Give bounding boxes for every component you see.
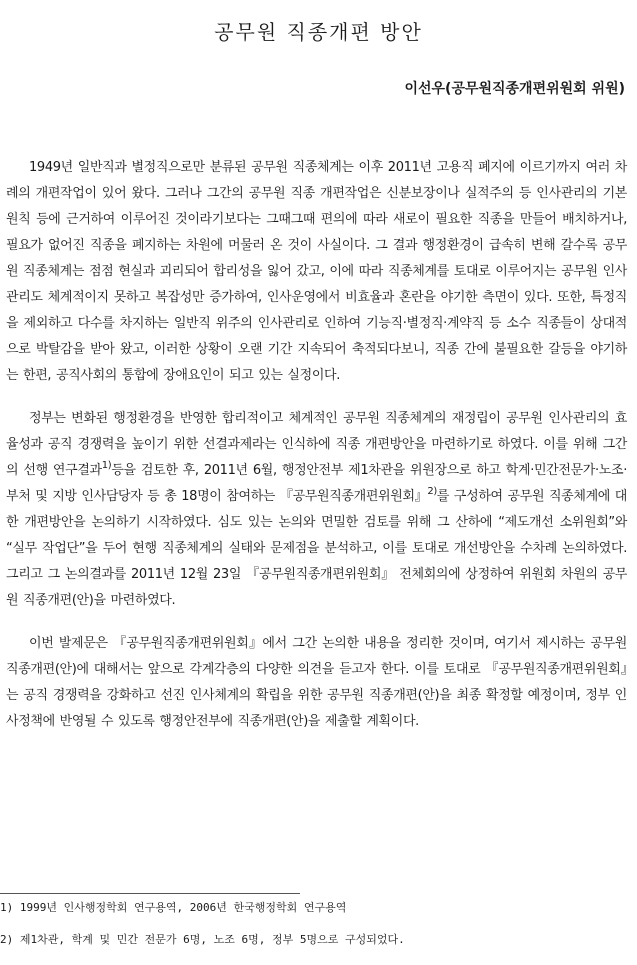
document-title: 공무원 직종개편 방안 — [214, 20, 423, 44]
paragraph-2-part-a: 정부는 변화된 행정환경을 반영한 합리적이고 체계적인 공무원 직종체계의 재정립이 공무원 인사관리의 효율성과 공직 경쟁력을 높이기 위한 선결과제라는 인식하에 직종 개편방안을 마련하기로 하였다. 이를 위해 그간의 선행 연구결과 — [6, 411, 627, 478]
footnote-ref-1[interactable]: 1) — [101, 460, 112, 471]
paragraph-2 — [6, 406, 627, 614]
footnote-ref-2[interactable]: 2) — [427, 486, 437, 497]
document-body — [6, 155, 627, 752]
footnotes — [0, 901, 405, 965]
paragraph-3: 이번 발제문은 『공무원직종개편위원회』에서 그간 논의한 내용을 정리한 것이며, 여기서 제시하는 공무원 직종개편(안)에 대해서는 앞으로 각계각층의 다양한 의견을 듣고자 한다. 이를 토대로 『공무원직종개편위원회』는 공직 경쟁력을 강화하고 선진 인사체계의 확립을 위한 공무원 직종개편(안)을 최종 확정할 예정이며, 정부 인사정책에 반영될 수 있도록 행정안전부에 직종개편(안)을 제출할 계획이다. — [6, 636, 627, 729]
footnote-divider — [0, 893, 300, 894]
footnote-2: 2) 제1차관, 학계 및 민간 전문가 6명, 노조 6명, 정부 5명으로 구성되었다. — [0, 933, 405, 946]
footnote-1: 1) 1999년 인사행정학회 연구용역, 2006년 한국행정학회 연구용역 — [0, 901, 347, 914]
paragraph-2-part-c: 를 구성하여 공무원 직종체계에 대한 개편방안을 논의하기 시작하였다. 심도 있는 논의와 면밀한 검토를 위해 그 산하에 “제도개선 소위원회”와 “실무 작업단”을 두어 현행 직종체계의 실태와 문제점을 분석하고, 이를 토대로 개선방안을 수차례 논의하였다. 그리고 그 논의결과를 2011년 12월 23일 『공무원직종개편위원회』 전체회의에 상정하여 위원회 차원의 공무원 직종개편(안)을 마련하였다. — [6, 489, 628, 608]
author-line: 이선우(공무원직종개편위원회 위원) — [404, 81, 625, 97]
paragraph-2-part-b: 등을 검토한 후, 2011년 6월, 행정안전부 제1차관을 위원장으로 하고 학계·민간전문가·노조·부처 및 지방 인사담당자 등 총 18명이 참여하는 『공무원직종개편위원회』 — [6, 463, 627, 504]
paragraph-1: 1949년 일반직과 별정직으로만 분류된 공무원 직종체계는 이후 2011년 고용직 폐지에 이르기까지 여러 차례의 개편작업이 있어 왔다. 그러나 그간의 공무원 직종 개편작업은 신분보장이나 실적주의 등 인사관리의 기본원칙 등에 근거하여 이루어진 것이라기보다는 그때그때 편의에 따라 새로이 필요한 직종을 만들어 배치하거나, 필요가 없어진 직종을 폐지하는 차원에 머물러 온 것이 사실이다. 그 결과 행정환경이 급속히 변해 갈수록 공무원 직종체계는 점점 현실과 괴리되어 합리성을 잃어 갔고, 이에 따라 직종체계를 토대로 이루어지는 공무원 인사관리도 체계적이지 못하고 복잡성만 증가하여, 인사운영에서 비효율과 혼란을 야기한 측면이 있다. 또한, 특정직을 제외하고 다수를 차지하는 일반직 위주의 인사관리로 인하여 기능직·별정직·계약직 등 소수 직종들이 상대적으로 박탈감을 받아 왔고, 이러한 상황이 오랜 기간 지속되어 축적되다보니, 직종 간에 불필요한 갈등을 야기하는 한편, 공직사회의 통합에 장애요인이 되고 있는 실정이다. — [6, 160, 627, 383]
